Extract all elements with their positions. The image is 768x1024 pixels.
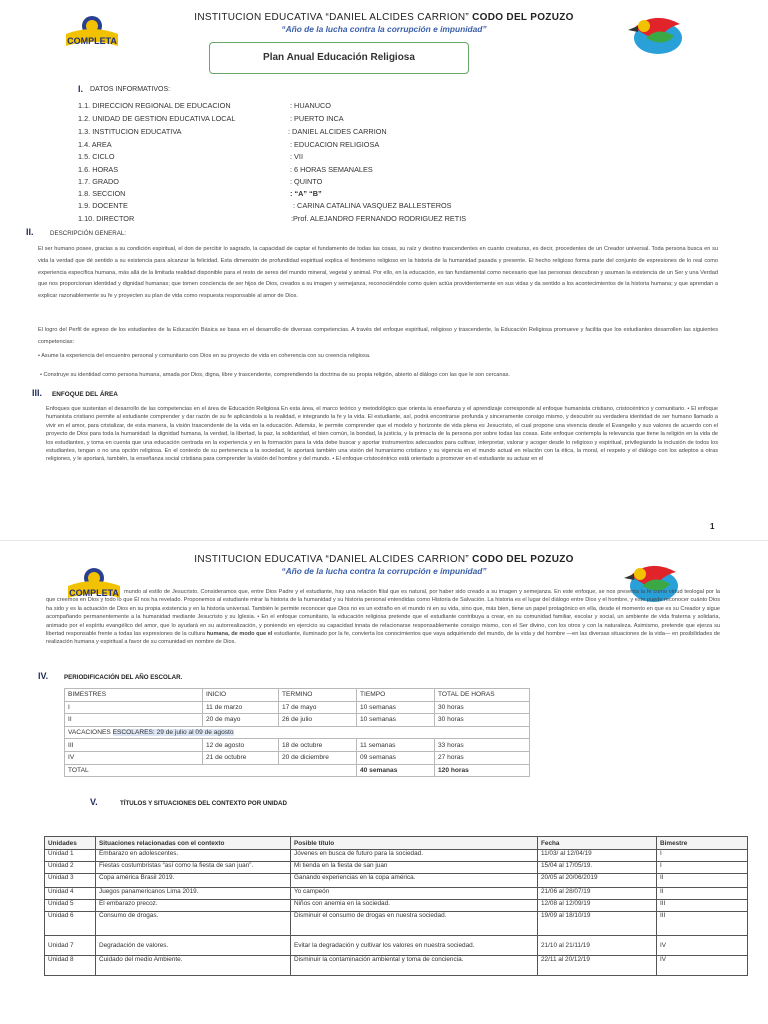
section-iv-title: PERIODIFICACIÓN DEL AÑO ESCOLAR. xyxy=(64,674,183,681)
page-separator xyxy=(0,540,768,541)
table-row: Unidad 2 Fiestas costumbristas “así como la fiesta de san juan”. Mi tienda en la fiesta de san juan 15/04 al 17/05/19. I xyxy=(45,862,748,874)
section-v-numeral: V. xyxy=(90,797,98,807)
table-row: I 11 de marzo 17 de mayo 10 semanas 30 horas xyxy=(65,701,530,714)
institution-location: CODO DEL POZUZO xyxy=(472,554,574,565)
section-i-title: DATOS INFORMATIVOS: xyxy=(90,86,171,93)
header-motto-page2: “Año de la lucha contra la corrupción e impunidad” xyxy=(281,566,487,576)
table-row: Unidad 6 Consumo de drogas. Disminuir el consumo de drogas en nuestra sociedad. 19/09 al 18/10/19 III xyxy=(45,912,748,936)
table-row: Unidad 3 Copa américa Brasil 2019. Ganando experiencias en la copa américa. 20/05 al 20/06/2019 II xyxy=(45,874,748,888)
datos-row: 1.8. SECCION : “A” “B” xyxy=(78,189,322,198)
table-row: II 20 de mayo 26 de julio 10 semanas 30 horas xyxy=(65,714,530,727)
total-row: TOTAL 40 semanas 120 horas xyxy=(65,764,530,777)
datos-row: 1.5. CICLO : VII xyxy=(78,152,303,161)
parrot-emblem-icon xyxy=(624,8,690,64)
institution-name: INSTITUCION EDUCATIVA “DANIEL ALCIDES CARRION” xyxy=(194,554,470,565)
datos-row: 1.7. GRADO : QUINTO xyxy=(78,177,323,186)
competency-bullet-1: • Asume la experiencia del encuentro personal y comunitario con Dios en su proyecto de vida en coherencia con su creencia religiosa. xyxy=(38,353,371,359)
datos-row: 1.10. DIRECTOR :Prof. ALEJANDRO FERNANDO RODRIGUEZ RETIS xyxy=(78,214,467,223)
school-logo-right xyxy=(624,8,690,69)
competency-bullet-2: • Construye su identidad como persona humana, amada por Dios, digna, libre y trascendente, comprendiendo la doctrina de su propia religión, abierto al diálogo con las que le son cercanas. xyxy=(40,372,510,378)
institution-location: CODO DEL POZUZO xyxy=(472,12,574,23)
datos-row: 1.6. HORAS : 6 HORAS SEMANALES xyxy=(78,165,373,174)
datos-row: 1.1. DIRECCION REGIONAL DE EDUCACION : HUANUCO xyxy=(78,101,331,110)
section-iii-paragraph: Enfoques que sustentan el desarrollo de las competencias en el área de Educación Religiosa En esta área, el marco teórico y metodológico que orienta la enseñanza y el aprendizaje corresponde al enfoque humanista cristiano, cristocéntrico y comunitario. • El enfoque humanista cristiano permite al estudiante comprender y dar razón de su fe aplicándola a la realidad, e integrando la fe y la vida. El estudiante, así, podrá encontrarse profunda y sinceramente consigo mismo, y descubrir su verdadera identidad de ser humano llamado a vivir en el amor, para cristalizar, de esta manera, la visión trascendente de la vida en la educación. Además, le permite comprender que el modelo y horizonte de vida plena es Jesucristo, el cual propone una vivencia desde el Evangelio y sus valores de acuerdo con el proyecto de Dios para toda la humanidad: la dignidad humana, la verdad, la libertad, la paz, la solidaridad, el bien común, la bondad, la justicia, y la primacía de la persona por sobre todas las cosas. Este enfoque contempla la relevancia que tiene la religión en la vida de los estudiantes, y toma en cuenta que una educación centrada en la experiencia y en la formación para la vida debe buscar y aportar instrumentos adecuados para cultivar, interpretar, valorar y acoger desde lo religioso y espiritual, privilegiando la inclusión de todos los estudiantes, tengan o no una opción religiosa. En el contexto de su pertenencia a la sociedad, le aportará también una visión del humanismo cristiano y su vigencia en el mundo actual en relación con la ética, la moral, el respeto y el diálogo con los adeptos a otras religiones, y le aportará, también, la enseñanza social cristiana para comprender la visión del hombre y del mundo. • El enfoque cristocéntrico está orientado a promover en el estudiante su actuar en el xyxy=(46,406,718,463)
section-i-numeral: I. xyxy=(78,84,84,94)
table-row: Unidad 1 Embarazo en adolescentes. Jóvenes en busca de futuro para la sociedad. 11/03/ al 12/04/19 I xyxy=(45,850,748,862)
table-row: IV 21 de octubre 20 de diciembre 09 semanas 27 horas xyxy=(65,751,530,764)
table-row: Unidad 4 Juegos panamericanos Lima 2019. Yo campeón 21/06 al 28/07/19 II xyxy=(45,888,748,900)
section-iv-numeral: IV. xyxy=(38,671,49,681)
datos-row: 1.9. DOCENTE : CARINA CATALINA VASQUEZ BALLESTEROS xyxy=(78,201,452,210)
page-number: 1 xyxy=(710,522,715,531)
institution-name: INSTITUCION EDUCATIVA “DANIEL ALCIDES CARRION” xyxy=(194,12,470,23)
svg-text:COMPLETA: COMPLETA xyxy=(69,588,119,598)
unidades-table xyxy=(44,836,748,976)
section-iii-numeral: III. xyxy=(32,388,43,398)
periodificacion-table xyxy=(64,688,530,777)
svg-text:COMPLETA: COMPLETA xyxy=(67,36,117,46)
section-ii-paragraph-1: El ser humano posee, gracias a su condición espiritual, el don de percibir lo sagrado, la capacidad de captar el fundamento de todas las cosas, su raíz y destino trascendentes en cuanto creaturas, es decir, procedentes de un Creador universal. Toda persona busca en su vida la verdad que dé sentido a su existencia para alcanzar la felicidad. Esta dimensión de profundidad espiritual explica el fenómeno religioso en la historia de la humanidad pasada y presente. El hecho religioso forma parte del conjunto de expresiones de lo real como experiencia específica humana, más allá de la limitada realidad disponible para el resto de seres del mundo mineral, vegetal y animal. Por ello, en la educación, es tan fundamental como necesario que las personas descubran y asuman la existencia de un Ser y una Verdad que nos proporcionan identidad y dignidad humanas; que tomen conciencia de ser hijos de Dios, creados a su imagen y semejanza, reconociéndole como quien actúa providentemente en sus vidas y da sentido a los acontecimientos de la historia humana; y que aprendan a explicar razonablemente su fe y proyecten su plan de vida como respuesta responsable al amor de Dios. xyxy=(38,246,718,300)
plan-title: Plan Anual Educación Religiosa xyxy=(209,42,469,74)
table-header-row: BIMESTRES INICIO TERMINO TIEMPO TOTAL DE HORAS xyxy=(65,689,530,702)
table-row: Unidad 8 Cuidado del medio Ambiente. Disminuir la contaminación ambiental y toma de conciencia. 22/11 al 20/12/19 IV xyxy=(45,956,748,976)
table-row: Unidad 7 Degradación de valores. Evitar la degradación y cultivar los valores en nuestra sociedad. 21/10 al 21/11/19 IV xyxy=(45,936,748,956)
header-motto: “Año de la lucha contra la corrupción e impunidad” xyxy=(281,24,487,34)
datos-row: 1.4. AREA : EDUCACION RELIGIOSA xyxy=(78,140,380,149)
section-ii-title: DESCRIPCIÓN GENERAL: xyxy=(50,230,126,237)
section-iii-continuation: mundo al estilo de Jesucristo. Consideramos que, entre Dios Padre y el estudiante, hay una relación filial que es natural, por haber sido creado a su imagen y semejanza. En este enfoque, se nos presenta la fe como virtud teologal por la que creemos en Dios y todo lo que Él nos ha revelado. Proponemos al estudiante mirar la historia de la humanidad y su historia personal entendidas como Historia de Salvación. La historia es el lugar del diálogo entre Dios y el hombre, y este puede reconocer cuánto Dios ha sido y es la actuación de Dios en su propia existencia y en la historia universal. También le permite reconocer que Dios no es un extraño en el mundo ni en su vida, sino que, más bien, tiene un papel protagónico en ella, desde el momento en que es su Creador y sigue acompañando permanentemente a la humanidad mediante Jesucristo y su Iglesia. • En el enfoque comunitario, la educación religiosa pretende que el estudiante contribuya a crear, en su comunidad familiar, escolar y social, un ambiente de vida fraterna y solidaria, animado por el espíritu evangélico del amor, que lo ayudará en su autorrealización, y poniendo en ejercicio su capacidad innata de relacionarse responsablemente consigo mismo, con el Ser divino, con los otros y con la naturaleza. Asimismo, pretende que ejerza su libertad responsable frente a todas las expresiones de la cultura humana, de modo que el estudiante, iluminado por la fe, convierta los conocimientos que vaya adquiriendo del mundo, de la vida y del hombre —en las diversas situaciones de la vida— en posibilidades de realización humana y espiritual a favor de su comunidad en nombre de Dios. xyxy=(46,589,720,646)
table-row: Unidad 5 El embarazo precoz. Niños con anemia en la sociedad. 12/08 al 12/09/19 III xyxy=(45,900,748,912)
section-v-title: TÍTULOS Y SITUACIONES DEL CONTEXTO POR UNIDAD xyxy=(120,800,287,807)
datos-row: 1.2. UNIDAD DE GESTION EDUCATIVA LOCAL : PUERTO INCA xyxy=(78,114,344,123)
vacaciones-row: VACACIONES ESCOLARES: 29 de julio al 09 de agosto xyxy=(65,726,530,739)
section-iii-title: ENFOQUE DEL ÁREA xyxy=(52,391,118,398)
section-ii-paragraph-2: El logro del Perfil de egreso de los estudiantes de la Educación Básica se basa en el desarrollo de diversas competencias. A través del enfoque espiritual, religioso y trascendente, la Educación Religiosa promueve y facilita que los estudiantes desarrollen las siguientes competencias: xyxy=(38,327,718,345)
table-header-row: Unidades Situaciones relacionadas con el contexto Posible título Fecha Bimestre xyxy=(45,837,748,850)
section-ii-numeral: II. xyxy=(26,227,34,237)
datos-row: 1.3. INSTITUCION EDUCATIVA : DANIEL ALCIDES CARRION xyxy=(78,127,387,136)
table-row: III 12 de agosto 18 de octubre 11 semanas 33 horas xyxy=(65,739,530,752)
